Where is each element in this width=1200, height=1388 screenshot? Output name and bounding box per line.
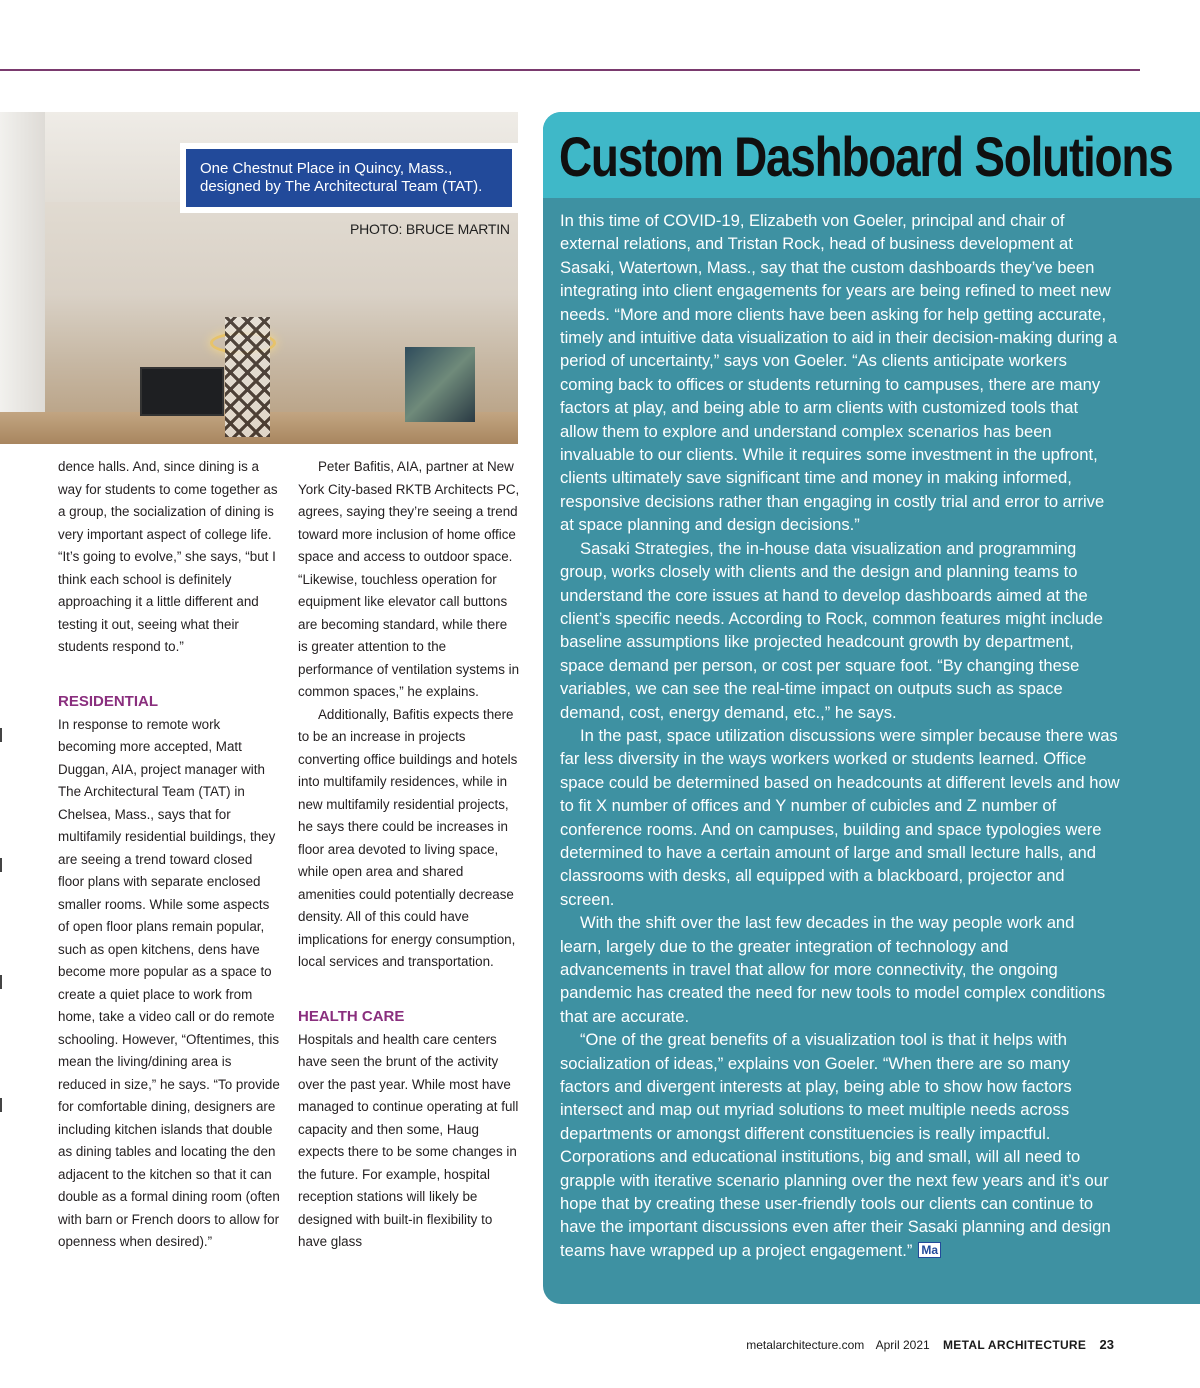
- caption-line-1: One Chestnut Place in Quincy, Mass.,: [200, 160, 453, 177]
- footer-brand: METAL ARCHITECTURE: [943, 1338, 1087, 1352]
- photo-caption: [180, 143, 522, 213]
- sidebar-paragraph: [560, 1028, 1120, 1262]
- paragraph: Additionally, Bafitis expects there to be an increase in projects converting office buildings and hotels into multifamily residences, while in new multifamily residential projects, he says there could be increases in floor area devoted to living space, while open area and shared amenities could potentially decrease density. All of this could have implications for energy consumption, local services and transportation.: [298, 706, 518, 969]
- paragraph: Hospitals and health care centers have seen the brunt of the activity over the past year. While most have managed to continue operating at full capacity and then some, Haug expects there to be some changes in the future. For example, hospital reception stations will likely be designed with built-in flexibility to have glass: [298, 1031, 519, 1249]
- wall-art: [405, 347, 475, 422]
- sidebar-box: [543, 112, 1200, 1304]
- body-column-1: [58, 456, 280, 1254]
- sidebar-body: [560, 209, 1120, 1262]
- sidebar-title: Custom Dashboard Solutions: [559, 125, 1173, 188]
- body-column-2: [298, 456, 520, 1254]
- sidebar-paragraph: Sasaki Strategies, the in-house data visualization and programming group, works closely with clients and the design and planning teams to understand the core issues at hand to develop dashboards aimed at the client’s specific needs. According to Rock, common features might include baseline assumptions like projected headcount growth by department, space demand per person, or cost per square foot. “By changing these variables, we can see the real-time impact on outputs such as space demand, cost, energy demand, etc.,” he says.: [560, 538, 1103, 722]
- photo-credit: PHOTO: BRUCE MARTIN: [350, 221, 510, 237]
- paragraph: dence halls. And, since dining is a way for students to come together as a group, the socialization of dining is very important aspect of college life. “It’s going to evolve,” she says, “but I think each school is definitely approaching it a little different and testing it out, seeing what their students respond to.”: [58, 459, 278, 654]
- top-rule: [0, 69, 1140, 71]
- sidebar-paragraph: With the shift over the last few decades in the way people work and learn, largely due to the greater integration of technology and advancements in travel that allow for more connectivity, the ongoing pandemic has created the need for new tools to model complex conditions that are accurate.: [560, 913, 1106, 1026]
- sidebar-paragraph: In this time of COVID-19, Elizabeth von Goeler, principal and chair of external relations, and Tristan Rock, head of business development at Sasaki, Watertown, Mass., say that the custom dashboards they’ve been integrating into client engagements for years are being refined to meet new needs. “More and more clients have been asking for help getting accurate, timely and intuitive data visualization to aid in their decision-making during a period of uncertainty,” says von Goeler. “As clients anticipate workers coming back to offices or students returning to campuses, there are many factors at play, and being able to arm clients with customized tools that allow them to explore and understand complex scenarios has been invaluable to our clients. While it requires some investment in the upfront, clients ultimately save significant time and money in making informed, responsive decisions rather than engaging in costly trial and error to arrive at space planning and design decisions.”: [560, 211, 1118, 535]
- ma-end-logo: Ma: [918, 1242, 941, 1258]
- section-heading-health-care: HEALTH CARE: [298, 1008, 405, 1025]
- page-footer: [746, 1337, 1114, 1352]
- section-heading-residential: RESIDENTIAL: [58, 693, 159, 710]
- footer-site: metalarchitecture.com: [746, 1338, 865, 1352]
- lattice-screen: [225, 317, 270, 437]
- sidebar-paragraph: In the past, space utilization discussions were simpler because there was far less diversity in the ways workers worked or students learned. Office space could be determined based on headcounts at different levels and how to fit X number of offices and Y number of cubicles and Z number of conference rooms. And on campuses, building and space typologies were determined to have a certain amount of large and small lecture halls, and classrooms with desks, all equipped with a blackboard, projector and screen.: [560, 725, 1120, 909]
- sidebar-last-text: “One of the great benefits of a visualization tool is that it helps with socialization of ideas,” explains von Goeler. “When there are so many factors and divergent interests at play, being able to show how factors intersect and map out myriad solutions to meet multiple needs across departments or amongst different constituencies is really impactful. Corporations and educational institutions, big and small, will all need to grapple with iterative scenario planning over the next few years and it’s our hope that by creating these user-friendly tools our clients can continue to have the important discussions even after their Sasaki planning and design teams have wrapped up a project engagement.”: [560, 1030, 1111, 1260]
- footer-issue: April 2021: [875, 1338, 930, 1352]
- tv: [140, 367, 224, 416]
- page-number: 23: [1099, 1337, 1114, 1352]
- paragraph: In response to remote work becoming more accepted, Matt Duggan, AIA, project manager with The Architectural Team (TAT) in Chelsea, Mass., says that for multifamily residential buildings, they are seeing a trend toward closed floor plans with separate enclosed smaller rooms. While some aspects of open floor plans remain popular, such as open kitchens, dens have become more popular as a space to create a quiet place to work from home, take a video call or do remote schooling. However, “Oftentimes, this mean the living/dining area is reduced in size,” he says. “To provide for comfortable dining, designers are including kitchen islands that double as dining tables and locating the den adjacent to the kitchen so that it can double as a formal dining room (often with barn or French doors to allow for openness when desired).”: [58, 716, 280, 1249]
- caption-line-2: designed by The Architectural Team (TAT).: [200, 178, 483, 195]
- paragraph: Peter Bafitis, AIA, partner at New York City-based RKTB Architects PC, agrees, saying they’re seeing a trend toward more inclusion of home office space and access to outdoor space. “Likewise, touchless operation for equipment like elevator call buttons are becoming standard, while there is greater attention to the performance of ventilation systems in common spaces,” he explains.: [298, 459, 520, 699]
